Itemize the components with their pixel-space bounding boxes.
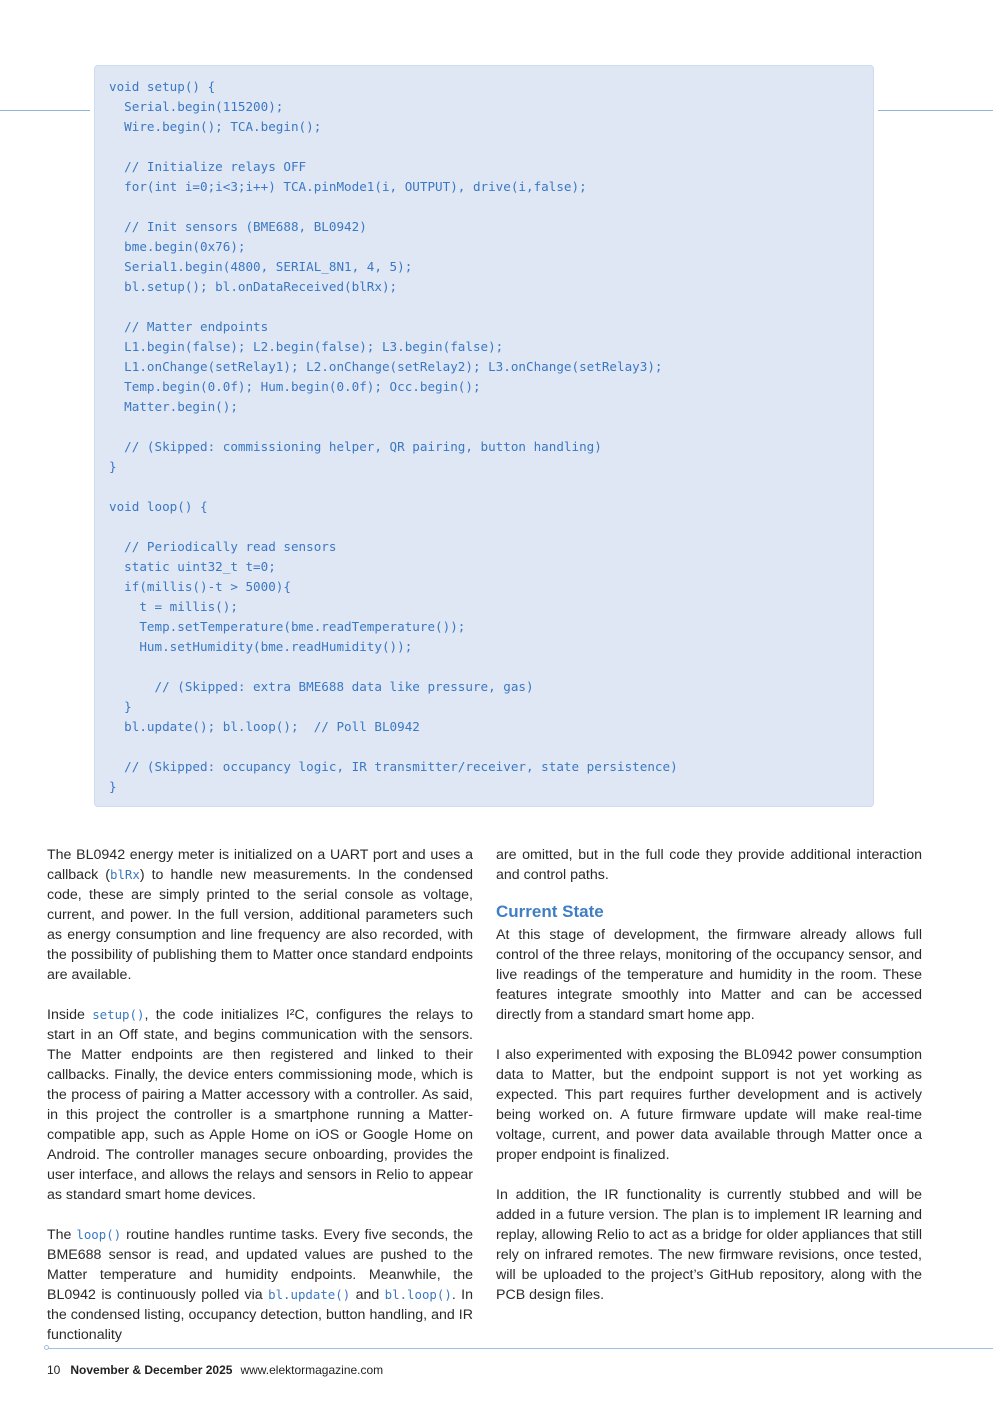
code-line: Serial1.begin(4800, SERIAL_8N1, 4, 5);	[109, 259, 413, 274]
paragraph: I also experimented with exposing the BL0942 power consumption data to Matter, but the endpoint support is not yet working as expected. This part requires further development and is actively being worked on. A future firmware update will make real-time voltage, current, and power data available through Matter once a proper endpoint is finalized.	[496, 1047, 922, 1163]
section-heading: Current State	[496, 902, 604, 921]
code-line: bl.update(); bl.loop(); // Poll BL0942	[109, 719, 420, 734]
code-line: bl.setup(); bl.onDataReceived(blRx);	[109, 279, 398, 294]
code-line: // (Skipped: extra BME688 data like pressure, gas)	[109, 679, 534, 694]
code-line: Hum.setHumidity(bme.readHumidity());	[109, 639, 413, 654]
header-rule-right	[878, 110, 993, 111]
page-footer	[47, 1362, 383, 1378]
code-line	[109, 137, 873, 157]
code-line: if(millis()-t > 5000){	[109, 579, 291, 594]
code-line: // (Skipped: occupancy logic, IR transmitter/receiver, state persistence)	[109, 759, 678, 774]
code-line	[109, 477, 873, 497]
code-line: L1.onChange(setRelay1); L2.onChange(setRelay2); L3.onChange(setRelay3);	[109, 359, 663, 374]
paragraph-text: Inside	[47, 1007, 93, 1023]
code-line: }	[109, 699, 132, 714]
inline-code: blRx	[110, 867, 140, 882]
article-column-left	[47, 845, 473, 1345]
code-line: bme.begin(0x76);	[109, 239, 246, 254]
code-line: // Init sensors (BME688, BL0942)	[109, 219, 367, 234]
paragraph-text: ) to handle new measurements. In the condensed code, these are simply printed to the serial console as voltage, current, and power. In the full version, additional parameters such as energy consumption and line frequency are also recorded, with the possibility of publishing them to Matter once standard endpoints are available.	[47, 867, 473, 983]
paragraph: At this stage of development, the firmware already allows full control of the three relays, monitoring of the occupancy sensor, and live readings of the temperature and humidity in the room. These features integrate smoothly into Matter and can be accessed directly from a standard smart home app.	[496, 927, 922, 1023]
page-number: 10	[47, 1363, 61, 1377]
inline-code: bl.loop()	[384, 1287, 452, 1302]
code-line: static uint32_t t=0;	[109, 559, 276, 574]
footer-rule	[47, 1348, 993, 1349]
code-line: Serial.begin(115200);	[109, 99, 284, 114]
code-line: // (Skipped: commissioning helper, QR pairing, button handling)	[109, 439, 602, 454]
article-column-right	[496, 845, 922, 1305]
code-line: // Periodically read sensors	[109, 539, 337, 554]
paragraph-text: , the code initializes I²C, configures the relays to start in an Off state, and begins communication with the sensors. The Matter endpoints are then registered and linked to their callbacks. Finally, the device enters commissioning mode, which is the process of pairing a Matter accessory with a controller. As said, in this project the controller is a smartphone running a Matter-compatible app, such as Apple Home on iOS or Google Home on Android. The controller manages secure onboarding, provides the user interface, and allows the relays and sensors in Relio to appear as standard smart home devices.	[47, 1007, 473, 1203]
paragraph: In addition, the IR functionality is currently stubbed and will be added in a future version. The plan is to implement IR learning and replay, allowing Relio to act as a bridge for older appliances that still rely on infrared remotes. The new firmware revisions, once tested, will be uploaded to the project’s GitHub repository, along with the PCB design files.	[496, 1187, 922, 1303]
issue-date: November & December 2025	[70, 1363, 233, 1377]
code-line	[109, 197, 873, 217]
code-line: t = millis();	[109, 599, 238, 614]
paragraph-text: The BL0942 energy meter is initialized on a UART port and uses a callback (	[47, 847, 473, 883]
code-line: void loop() {	[109, 499, 208, 514]
code-line	[109, 517, 873, 537]
header-rule-left	[0, 110, 90, 111]
paragraph	[47, 1225, 473, 1345]
code-line: // Matter endpoints	[109, 319, 269, 334]
code-line: for(int i=0;i<3;i++) TCA.pinMode1(i, OUTPUT), drive(i,false);	[109, 179, 587, 194]
code-line	[109, 737, 873, 757]
code-line: // Initialize relays OFF	[109, 159, 307, 174]
code-listing	[94, 65, 874, 807]
code-line: }	[109, 779, 117, 794]
paragraph	[47, 1005, 473, 1205]
paragraph-text: The	[47, 1227, 77, 1243]
inline-code: loop()	[76, 1227, 122, 1242]
code-line: Temp.begin(0.0f); Hum.begin(0.0f); Occ.begin();	[109, 379, 481, 394]
paragraph-text: . In the condensed listing, occupancy detection, button handling, and IR functionality	[47, 1287, 473, 1343]
inline-code: bl.update()	[268, 1287, 351, 1302]
code-line: void setup() {	[109, 79, 216, 94]
code-line: Matter.begin();	[109, 399, 238, 414]
website-link[interactable]: www.elektormagazine.com	[240, 1363, 384, 1377]
paragraph-text: and	[350, 1287, 385, 1303]
paragraph-text: routine handles runtime tasks. Every five seconds, the BME688 sensor is read, and updated values are pushed to the Matter temperature and humidity endpoints. Meanwhile, the BL0942 is continuously polled via	[47, 1227, 473, 1303]
paragraph: are omitted, but in the full code they provide additional interaction and control paths.	[496, 847, 922, 883]
footer-rule-dot	[44, 1345, 49, 1350]
code-line	[109, 417, 873, 437]
paragraph	[47, 845, 473, 985]
code-line: Temp.setTemperature(bme.readTemperature());	[109, 619, 466, 634]
inline-code: setup()	[92, 1007, 145, 1022]
code-line: L1.begin(false); L2.begin(false); L3.begin(false);	[109, 339, 504, 354]
code-line: }	[109, 459, 117, 474]
code-line	[109, 297, 873, 317]
code-line	[109, 657, 873, 677]
code-line: Wire.begin(); TCA.begin();	[109, 119, 322, 134]
